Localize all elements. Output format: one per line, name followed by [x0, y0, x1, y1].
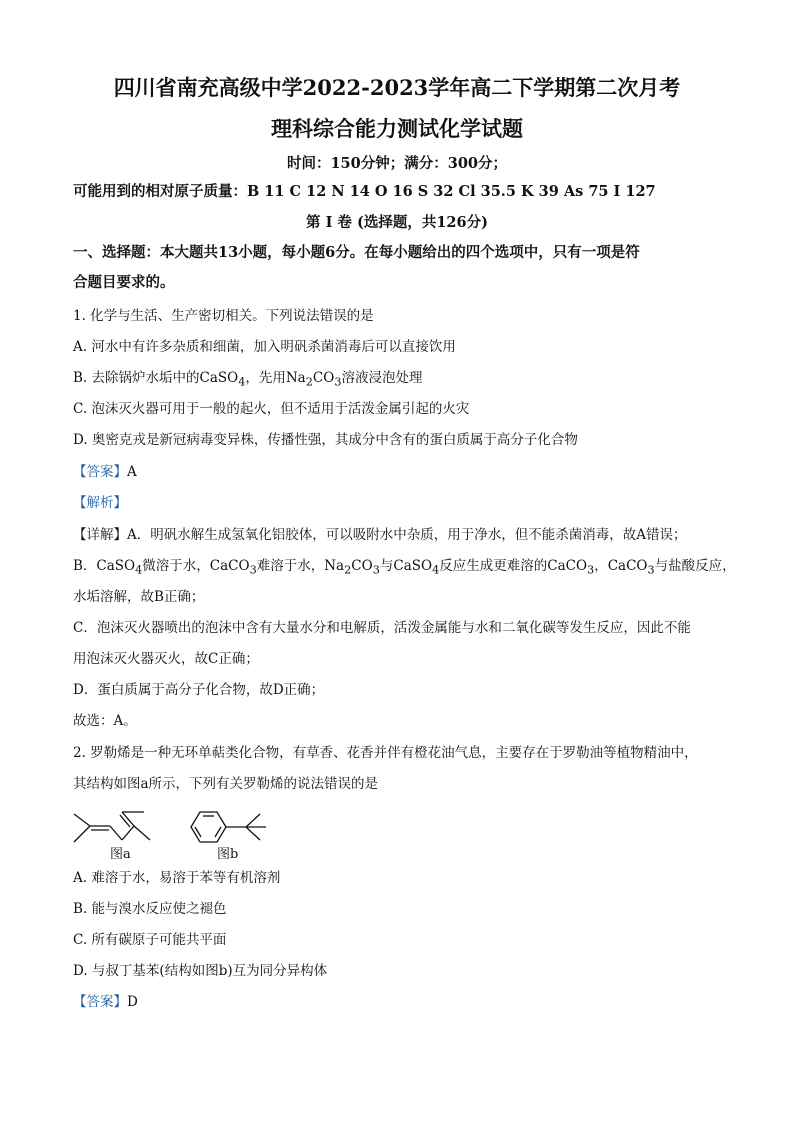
- q1-option-b-text: ，先用Na: [245, 370, 306, 386]
- q1-option-b-text: 溶液浸泡处理: [341, 370, 423, 386]
- q1-detail-b-text: 反应生成更难溶的CaCO: [439, 558, 588, 574]
- answer-value: D: [127, 994, 138, 1010]
- figure-b-caption: 图b: [217, 847, 239, 862]
- subscript: 3: [647, 563, 655, 577]
- q1-analysis-label: 【解析】: [73, 495, 127, 511]
- answer-label: 【答案】: [73, 464, 127, 480]
- q1-detail-b-text: 与盐酸反应，: [654, 558, 736, 574]
- document-title-line2: 理科综合能力测试化学试题: [271, 116, 523, 141]
- q1-detail-a: 【详解】A．明矾水解生成氢氧化铝胶体，可以吸附水中杂质，用于净水，但不能杀菌消毒，故A错误；: [73, 527, 687, 543]
- q1-option-a: A. 河水中有许多杂质和细菌，加入明矾杀菌消毒后可以直接饮用: [73, 339, 456, 355]
- q1-detail-d: D．蛋白质属于高分子化合物，故D正确；: [73, 682, 325, 698]
- answer-label: 【答案】: [73, 994, 127, 1010]
- q1-detail-b: [73, 556, 736, 581]
- figure-a-caption: 图a: [110, 847, 131, 862]
- subscript: 4: [432, 563, 440, 577]
- q1-detail-b-text: 难溶于水，Na: [256, 558, 345, 574]
- q1-detail-b-text: 与CaSO: [379, 558, 433, 574]
- section-instruction-line2: 合题目要求的。: [73, 274, 175, 291]
- q1-detail-c-line1: C．泡沫灭火器喷出的泡沫中含有大量水分和电解质，活泼金属能与水和二氧化碳等发生反应，因此不能: [73, 620, 691, 636]
- atomic-mass-info: 可能用到的相对原子质量：B 11 C 12 N 14 O 16 S 32 Cl 35.5 K 39 As 75 I 127: [73, 183, 656, 200]
- document-title-line1: 四川省南充高级中学2022-2023学年高二下学期第二次月考: [113, 75, 681, 100]
- answer-value: A: [127, 464, 137, 480]
- subscript: 3: [249, 563, 257, 577]
- q2-option-a: A. 难溶于水，易溶于苯等有机溶剂: [73, 870, 281, 886]
- q2-option-d: D. 与叔丁基苯(结构如图b)互为同分异构体: [73, 963, 328, 979]
- q1-detail-b-line2: 水垢溶解，故B正确；: [73, 589, 205, 605]
- q2-answer: [73, 992, 723, 1012]
- tert-butylbenzene-structure-figure-b: [191, 812, 266, 842]
- q2-option-c: C. 所有碳原子可能共平面: [73, 932, 227, 948]
- q1-conclusion: 故选：A。: [73, 713, 137, 729]
- q2-option-b: B. 能与溴水反应使之褪色: [73, 901, 227, 917]
- q1-option-c: C. 泡沫灭火器可用于一般的起火，但不适用于活泼金属引起的火灾: [73, 401, 470, 417]
- time-score-info: 时间：150分钟；满分：300分；: [286, 155, 508, 172]
- q1-option-b: [73, 368, 723, 393]
- subscript: 4: [238, 375, 246, 389]
- q1-option-b-text: CO: [312, 370, 335, 386]
- q1-detail-b-text: CO: [351, 558, 373, 574]
- q1-option-d: D. 奥密克戎是新冠病毒变异株，传播性强，其成分中含有的蛋白质属于高分子化合物: [73, 432, 578, 448]
- structure-figures: [70, 796, 300, 866]
- subscript: 2: [344, 563, 352, 577]
- q2-stem-line1: 2. 罗勒烯是一种无环单萜类化合物，有草香、花香并伴有橙花油气息，主要存在于罗勒油等植物精油中，: [73, 745, 698, 761]
- subscript: 3: [334, 375, 342, 389]
- section-instruction-line1: 一、选择题：本大题共13小题，每小题6分。在每小题给出的四个选项中，只有一项是符: [73, 244, 640, 261]
- volume-heading: 第 I 卷 (选择题，共126分): [306, 214, 488, 231]
- q1-answer: [73, 462, 723, 482]
- q2-stem-line2: 其结构如图a所示，下列有关罗勒烯的说法错误的是: [73, 776, 379, 792]
- ocimene-structure-figure-a: [74, 812, 150, 842]
- subscript: 2: [305, 375, 313, 389]
- q1-stem: 1. 化学与生活、生产密切相关。下列说法错误的是: [73, 308, 374, 324]
- q1-detail-b-text: 微溶于水，CaCO: [142, 558, 250, 574]
- subscript: 3: [372, 563, 380, 577]
- subscript: 3: [587, 563, 595, 577]
- q1-detail-b-text: ，CaCO: [594, 558, 648, 574]
- q1-detail-b-text: B．CaSO: [73, 558, 136, 574]
- q1-option-b-text: B. 去除锅炉水垢中的CaSO: [73, 370, 239, 386]
- subscript: 4: [135, 563, 143, 577]
- q1-detail-c-line2: 用泡沫灭火器灭火，故C正确；: [73, 651, 259, 667]
